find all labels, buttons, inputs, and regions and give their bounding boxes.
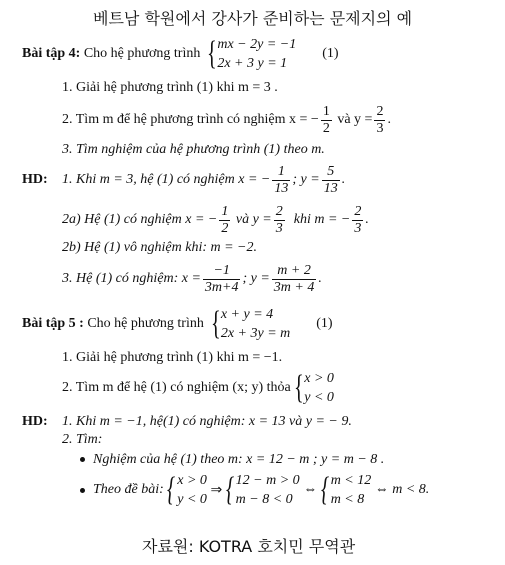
brace-icon: { [225, 471, 234, 508]
exercise-5-title: Bài tập 5 : [22, 316, 84, 331]
fraction-5-13: $\frac{5}{13}$ [323, 163, 338, 196]
bullet-icon [80, 457, 85, 462]
system-xy: { x > 0 y < 0 [167, 471, 207, 508]
exercise-4-hd-label: HD: [22, 172, 48, 187]
fraction-2-3: $\frac{2}{3}$ [275, 203, 283, 236]
exercise-5-statement [22, 304, 333, 344]
exercise-4-intro: Cho hệ phương trình [83, 46, 201, 61]
exercise-5-hd-label: HD: [22, 414, 48, 429]
fraction-1-2: $\frac{1}{2}$ [221, 203, 229, 236]
exercise-5-system [211, 305, 290, 343]
brace-icon: { [294, 369, 305, 406]
system-row-2: 2x + 3 y = 1 [217, 56, 288, 71]
exercise-4-question-1: 1. Giải hệ phương trình (1) khi m = 3 . [62, 80, 278, 95]
fraction-two-thirds: $\frac{2}{3}$ [376, 103, 384, 136]
brace-icon: { [210, 305, 221, 342]
question-2-text: 2. Tìm m để hệ phương trình có nghiệm x = − [62, 112, 319, 127]
equivalent-arrow-icon: ⇔ [303, 482, 318, 497]
system-row-1: x + y = 4 [220, 307, 274, 322]
exercise-4-statement [22, 34, 339, 74]
exercise-4-question-2: 2. Tìm m để hệ phương trình có nghiệm x = − $\frac{1}{2}$ và y = $\frac{2}{3}$ . [62, 103, 391, 136]
implies-arrow-icon: ⇒ [210, 482, 223, 498]
brace-icon: { [320, 471, 329, 508]
system-row-2: 2x + 3y = m [220, 326, 291, 341]
fraction-neg1-3m4: $\frac{-1}{3m+4}$ [204, 262, 239, 295]
fraction-2-3-m: $\frac{2}{3}$ [354, 203, 362, 236]
exercise-5-intro: Cho hệ phương trình [87, 316, 204, 331]
exercise-4-title: Bài tập 4: [22, 46, 81, 61]
exercise-4-hd-2b: 2b) Hệ (1) vô nghiệm khi: m = −2. [62, 240, 258, 255]
exercise-4-hd-3: 3. Hệ (1) có nghiệm: x = $\frac{-1}{3m+4}$ ; y = $\frac{m + 2}{3m + 4}$ . [62, 262, 322, 295]
fraction-m2-3m4: $\frac{m + 2}{3m + 4}$ [273, 262, 315, 295]
exercise-4-hd-1: 1. Khi m = 3, hệ (1) có nghiệm x = − $\frac{1}{13}$ ; y = $\frac{5}{13}$ . [62, 163, 346, 196]
exercise-5-question-2: 2. Tìm m để hệ (1) có nghiệm (x; y) thỏa { x > 0 y < 0 [62, 369, 334, 406]
bullet-icon [80, 488, 85, 493]
equation-number: (1) [322, 46, 339, 61]
exercise-4-system [207, 35, 296, 73]
exercise-4-question-3: 3. Tìm nghiệm của hệ phương trình (1) theo m. [62, 142, 325, 157]
system-m-simple: { m < 12 m < 8 [320, 471, 372, 508]
brace-icon: { [167, 471, 176, 508]
final-result: m < 8. [392, 482, 430, 497]
equivalent-arrow-icon: ⇔ [374, 482, 389, 497]
exercise-5-question-1: 1. Giải hệ phương trình (1) khi m = −1. [62, 350, 283, 365]
exercise-5-bullet-1: Nghiệm của hệ (1) theo m: x = 12 − m ; y = m − 8 . [80, 452, 384, 468]
question-2-and-y: và y = [337, 112, 373, 127]
system-row-1: mx − 2y = −1 [217, 37, 297, 52]
brace-icon: { [207, 35, 218, 72]
exercise-4-hd-2a: 2a) Hệ (1) có nghiệm x = − $\frac{1}{2}$ và y = $\frac{2}{3}$ khi m = − $\frac{2}{3}$ . [62, 203, 369, 236]
exercise-5-hd-2: 2. Tìm: [62, 432, 103, 447]
exercise-5-bullet-2: Theo đề bài: { x > 0 y < 0 ⇒ { 12 − m > 0 m − 8 < 0 ⇔ { m < 12 m < 8 ⇔ m < 8. [80, 470, 429, 510]
equation-number: (1) [316, 316, 333, 331]
system-m-bounds: { 12 − m > 0 m − 8 < 0 [225, 471, 300, 508]
source-footer: 자료원: KOTRA 호치민 무역관 [142, 537, 356, 556]
exercise-5-hd-1: 1. Khi m = −1, hệ(1) có nghiệm: x = 13 và y = − 9. [62, 414, 352, 429]
fraction-one-half: $\frac{1}{2}$ [322, 103, 330, 136]
condition-system: { x > 0 y < 0 [294, 369, 334, 406]
fraction-1-13: $\frac{1}{13}$ [274, 163, 289, 196]
page-header: 베트남 학원에서 강사가 준비하는 문제지의 예 [93, 9, 413, 28]
